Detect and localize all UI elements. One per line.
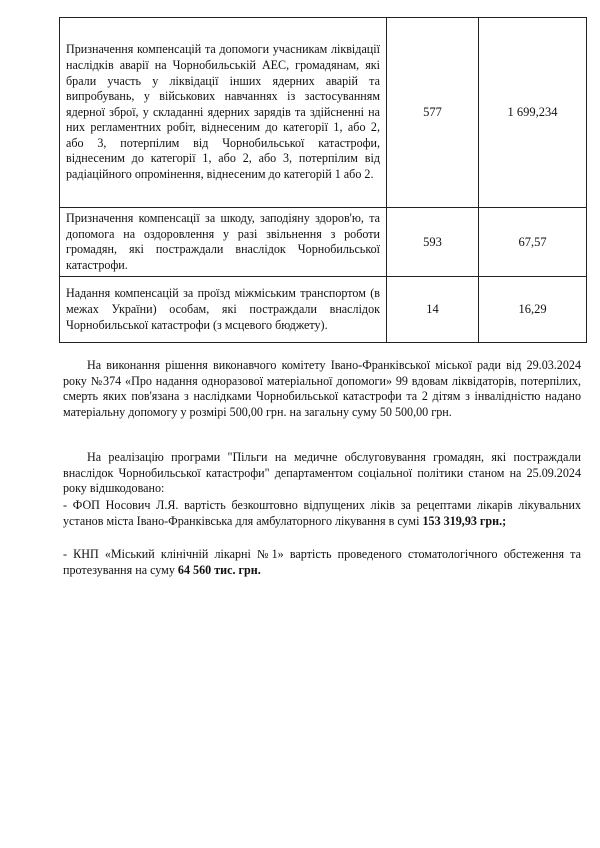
paragraph-medical-program: На реалізацію програми "Пільги на медичне обслуговування громадян, які постраждали внаслідок Чорнобильської катастрофи" департаментом соціальної політики станом на 25.09.2024 року відшкодовано: xyxy=(63,450,581,495)
compensation-table xyxy=(59,17,587,343)
row-amount: 67,57 xyxy=(479,208,587,277)
paragraph-material-aid: На виконання рішення виконавчого комітету Івано-Франківської міської ради від 29.03.2024 року №374 «Про надання одноразової матеріальної допомоги» 99 вдовам ліквідаторів, потерпілих, смерть яких пов'язана з наслідками Чорнобильської катастрофи та 2 дітям з інвалідністю надано матеріальну допомогу у розмірі 500,00 грн. на загальну суму 50 500,00 грн. xyxy=(63,358,581,419)
paragraph-pharmacy-reimbursement xyxy=(63,498,581,529)
pharmacy-text: - ФОП Носович Л.Я. вартість безкоштовно відпущених ліків за рецептами лікарів лікувальних установ міста Івано-Франківська для амбулаторного лікування в сумі xyxy=(63,498,581,528)
row-description: Надання компенсацій за проїзд міжміським транспортом (в межах України) особам, які постраждали внаслідок Чорнобильської катастрофи (з мсцевого бюджету). xyxy=(60,277,387,343)
dental-text: - КНП «Міський клінічній лікарні №1» вартість проведеного стоматологічного обстеження та протезування на суму xyxy=(63,547,581,577)
row-count: 14 xyxy=(387,277,479,343)
row-description: Призначення компенсації за шкоду, заподіяну здоров'ю, та допомога на оздоровлення у разі звільнення з роботи громадян, які постраждали внаслідок Чорнобильської катастрофи. xyxy=(60,208,387,277)
paragraph-dental-reimbursement xyxy=(63,547,581,578)
table-row xyxy=(60,18,587,208)
table-row xyxy=(60,208,587,277)
row-count: 577 xyxy=(387,18,479,208)
row-amount: 1 699,234 xyxy=(479,18,587,208)
row-amount: 16,29 xyxy=(479,277,587,343)
pharmacy-amount: 153 319,93 грн.; xyxy=(422,513,507,528)
table-row xyxy=(60,277,587,343)
dental-amount: 64 560 тис. грн. xyxy=(177,562,261,577)
row-description: Призначення компенсацій та допомоги учасникам ліквідації наслідків аварії на Чорнобильській АЕС, громадянам, які брали участь у ліквідації інших ядерних аварій та випробувань, у військових навчаннях із застосуванням ядерної зброї, у складанні ядерних зарядів та здійсненні на них регламентних робіт, віднесеним до категорії 1, або 2, або 3, потерпілим від Чорнобильської катастрофи, віднесеним до категорії 1, або 2, або 3, потерпілим від радіаційного опромінення, віднесеним до категорій 1 або 2. xyxy=(60,18,387,208)
row-count: 593 xyxy=(387,208,479,277)
